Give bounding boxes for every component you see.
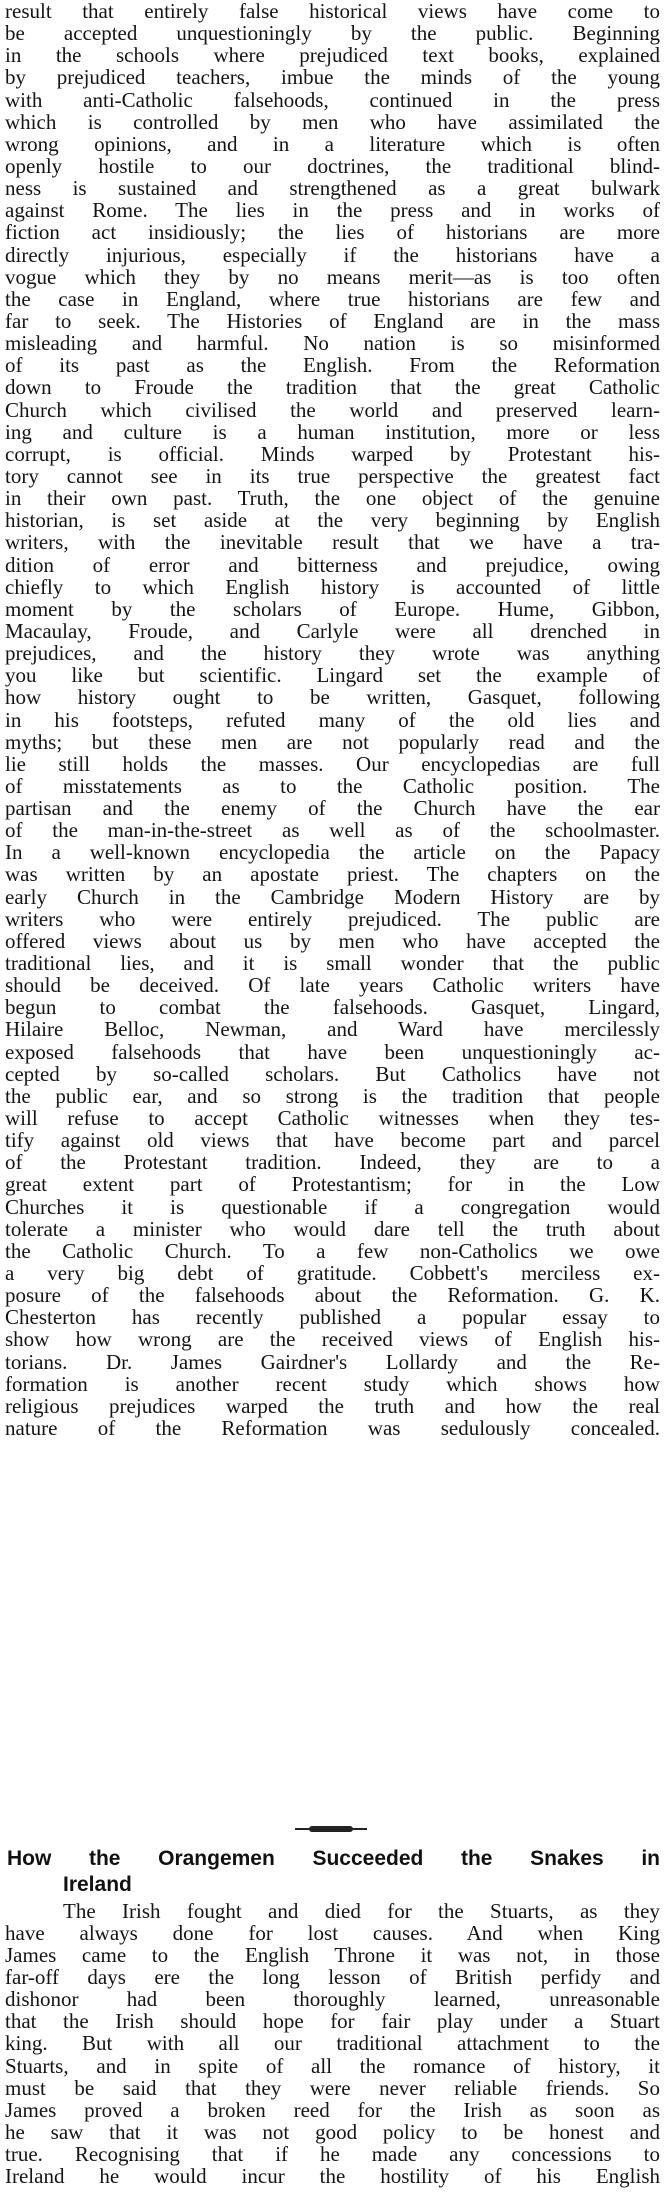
text-line: Stuarts, and in spite of all the romance of history, it [5, 2053, 660, 2078]
text-line: be accepted unquestioningly by the public. Beginning [5, 21, 660, 46]
text-line: Chesterton has recently published a popular essay to [5, 1305, 660, 1330]
text-line: in their own past. Truth, the one object of the genuine [5, 486, 660, 511]
text-line: writers who were entirely prejudiced. The public are [5, 906, 660, 931]
text-line [5, 2187, 660, 2209]
text-line: he saw that it was not good policy to be honest and [5, 2119, 660, 2144]
text-line: tify against old views that have become part and parcel [5, 1128, 660, 1153]
text-line: fiction act insidiously; the lies of historians are more [5, 220, 660, 245]
text-line [5, 1749, 660, 1771]
text-line: James came to the English Throne it was not, in those [5, 1942, 660, 1967]
text-line: partisan and the enemy of the Church have the ear [5, 796, 660, 821]
text-line: moment by the scholars of Europe. Hume, Gibbon, [5, 596, 660, 621]
text-line: religious prejudices warped the truth and how the real [5, 1393, 660, 1418]
decorative-rule [295, 1828, 367, 1830]
text-line: historian, is set aside at the very beginning by English [5, 508, 660, 533]
text-line: misleading and harmful. No nation is so misinformed [5, 331, 660, 356]
text-line: wrong opinions, and in a literature which is often [5, 131, 660, 156]
text-line: traditional lies, and it is small wonder that the public [5, 951, 660, 976]
text-line: Ireland he would incur the hostility of his English [5, 2164, 660, 2189]
text-line: have always done for lost causes. And when King [5, 1920, 660, 1945]
text-line: against Rome. The lies in the press and in works of [5, 198, 660, 223]
text-line [5, 1727, 660, 1749]
text-line: prejudices, and the history they wrote was anything [5, 641, 660, 666]
text-line: corrupt, is official. Minds warped by Protestant his- [5, 441, 660, 466]
text-line: lie still holds the masses. Our encyclopedias are full [5, 751, 660, 776]
text-line: myths; but these men are not popularly read and the [5, 729, 660, 754]
text-line: Church which civilised the world and preserved learn- [5, 397, 660, 422]
article-continuation [5, 0, 660, 1816]
text-line: offered views about us by men who have accepted the [5, 928, 660, 953]
text-line: tory cannot see in its true perspective the greatest fact [5, 463, 660, 488]
text-line [5, 1638, 660, 1660]
text-line: writers, with the inevitable result that we have a tra- [5, 530, 660, 555]
text-line: ing and culture is a human institution, more or less [5, 419, 660, 444]
text-line: In a well-known encyclopedia the article on the Papacy [5, 840, 660, 865]
text-line: a very big debt of gratitude. Cobbett's merciless ex- [5, 1261, 660, 1286]
text-line: tolerate a minister who would dare tell the truth about [5, 1216, 660, 1241]
text-line: that the Irish should hope for fair play under a Stuart [5, 2009, 660, 2034]
text-line: great extent part of Protestantism; for in the Low [5, 1172, 660, 1197]
text-line: The Irish fought and died for the Stuarts, as they [63, 1898, 660, 1923]
text-line: of its past as the English. From the Reformation [5, 353, 660, 378]
text-line: nature of the Reformation was sedulously concealed. [5, 1416, 660, 1440]
text-line: was written by an apostate priest. The chapters on the [5, 862, 660, 887]
text-line: vogue which they by no means merit—as is too often [5, 264, 660, 289]
text-line: formation is another recent study which shows how [5, 1371, 660, 1396]
text-line: by prejudiced teachers, imbue the minds of the young [5, 65, 660, 90]
text-line: of the man-in-the-street as well as of the schoolmaster. [5, 818, 660, 843]
text-line [5, 1771, 660, 1793]
text-line: posure of the falsehoods about the Reformation. G. K. [5, 1283, 660, 1308]
text-line [5, 1594, 660, 1616]
text-line: show how wrong are the received views of English his- [5, 1327, 660, 1352]
article-body [5, 1900, 660, 2210]
text-line: cepted by so-called scholars. But Catholics have not [5, 1061, 660, 1086]
text-line: ness is sustained and strengthened as a great bulwark [5, 176, 660, 201]
headline-line: Ireland [63, 1872, 132, 1896]
text-line: in his footsteps, refuted many of the old lies and [5, 707, 660, 732]
text-line: down to Froude the tradition that the great Catholic [5, 375, 660, 400]
text-line: early Church in the Cambridge Modern History are by [5, 884, 660, 909]
text-line [5, 1705, 660, 1727]
text-line: of misstatements as to the Catholic position. The [5, 773, 660, 798]
text-line: Churches it is questionable if a congregation would [5, 1194, 660, 1219]
text-line: will refuse to accept Catholic witnesses when they tes- [5, 1106, 660, 1131]
text-line: James proved a broken reed for the Irish as soon as [5, 2097, 660, 2122]
text-line [5, 1439, 660, 1461]
text-line: dishonor had been thoroughly learned, unreasonable [5, 1987, 660, 2012]
text-line [5, 1572, 660, 1594]
text-line: exposed falsehoods that have been unquestioningly ac- [5, 1039, 660, 1064]
text-line: torians. Dr. James Gairdner's Lollardy and the Re- [5, 1349, 660, 1374]
text-line: Hilaire Belloc, Newman, and Ward have mercilessly [5, 1017, 660, 1042]
text-line [5, 1483, 660, 1505]
text-line [5, 1550, 660, 1572]
text-line: directly injurious, especially if the historians have a [5, 242, 660, 267]
text-line: king. But with all our traditional attachment to the [5, 2031, 660, 2056]
text-line: should be deceived. Of late years Catholic writers have [5, 973, 660, 998]
text-line: with anti-Catholic falsehoods, continued in the press [5, 87, 660, 112]
text-line [5, 1506, 660, 1528]
text-line: the case in England, where true historians are few and [5, 286, 660, 311]
text-line [5, 1616, 660, 1638]
text-line: begun to combat the falsehoods. Gasquet, Lingard, [5, 995, 660, 1020]
text-line: of the Protestant tradition. Indeed, they are to a [5, 1150, 660, 1175]
column-separator-rule [5, 1816, 660, 1844]
text-line: true. Recognising that if he made any concessions to [5, 2142, 660, 2167]
text-line: you like but scientific. Lingard set the example of [5, 663, 660, 688]
article-headline [5, 1846, 660, 1898]
text-line: far to seek. The Histories of England are in the mass [5, 308, 660, 333]
text-line: how history ought to be written, Gasquet, following [5, 685, 660, 710]
text-line [5, 1793, 660, 1815]
text-line [5, 1461, 660, 1483]
text-line: in the schools where prejudiced text books, explained [5, 43, 660, 68]
headline-line: How the Orangemen Succeeded the Snakes in [7, 1846, 660, 1870]
text-line [5, 1528, 660, 1550]
text-line: the public ear, and so strong is the tradition that people [5, 1083, 660, 1108]
text-line: must be said that they were never reliable friends. So [5, 2075, 660, 2100]
text-line [5, 1683, 660, 1705]
text-line: result that entirely false historical views have come to [5, 0, 660, 23]
text-line: the Catholic Church. To a few non-Catholics we owe [5, 1238, 660, 1263]
text-line: Macaulay, Froude, and Carlyle were all drenched in [5, 618, 660, 643]
text-line: far-off days ere the long lesson of British perfidy and [5, 1964, 660, 1989]
text-line: which is controlled by men who have assimilated the [5, 109, 660, 134]
text-line: openly hostile to our doctrines, the traditional blind- [5, 153, 660, 178]
text-line [5, 1661, 660, 1683]
text-line: dition of error and bitterness and prejudice, owing [5, 552, 660, 577]
text-line: chiefly to which English history is accounted of little [5, 574, 660, 599]
